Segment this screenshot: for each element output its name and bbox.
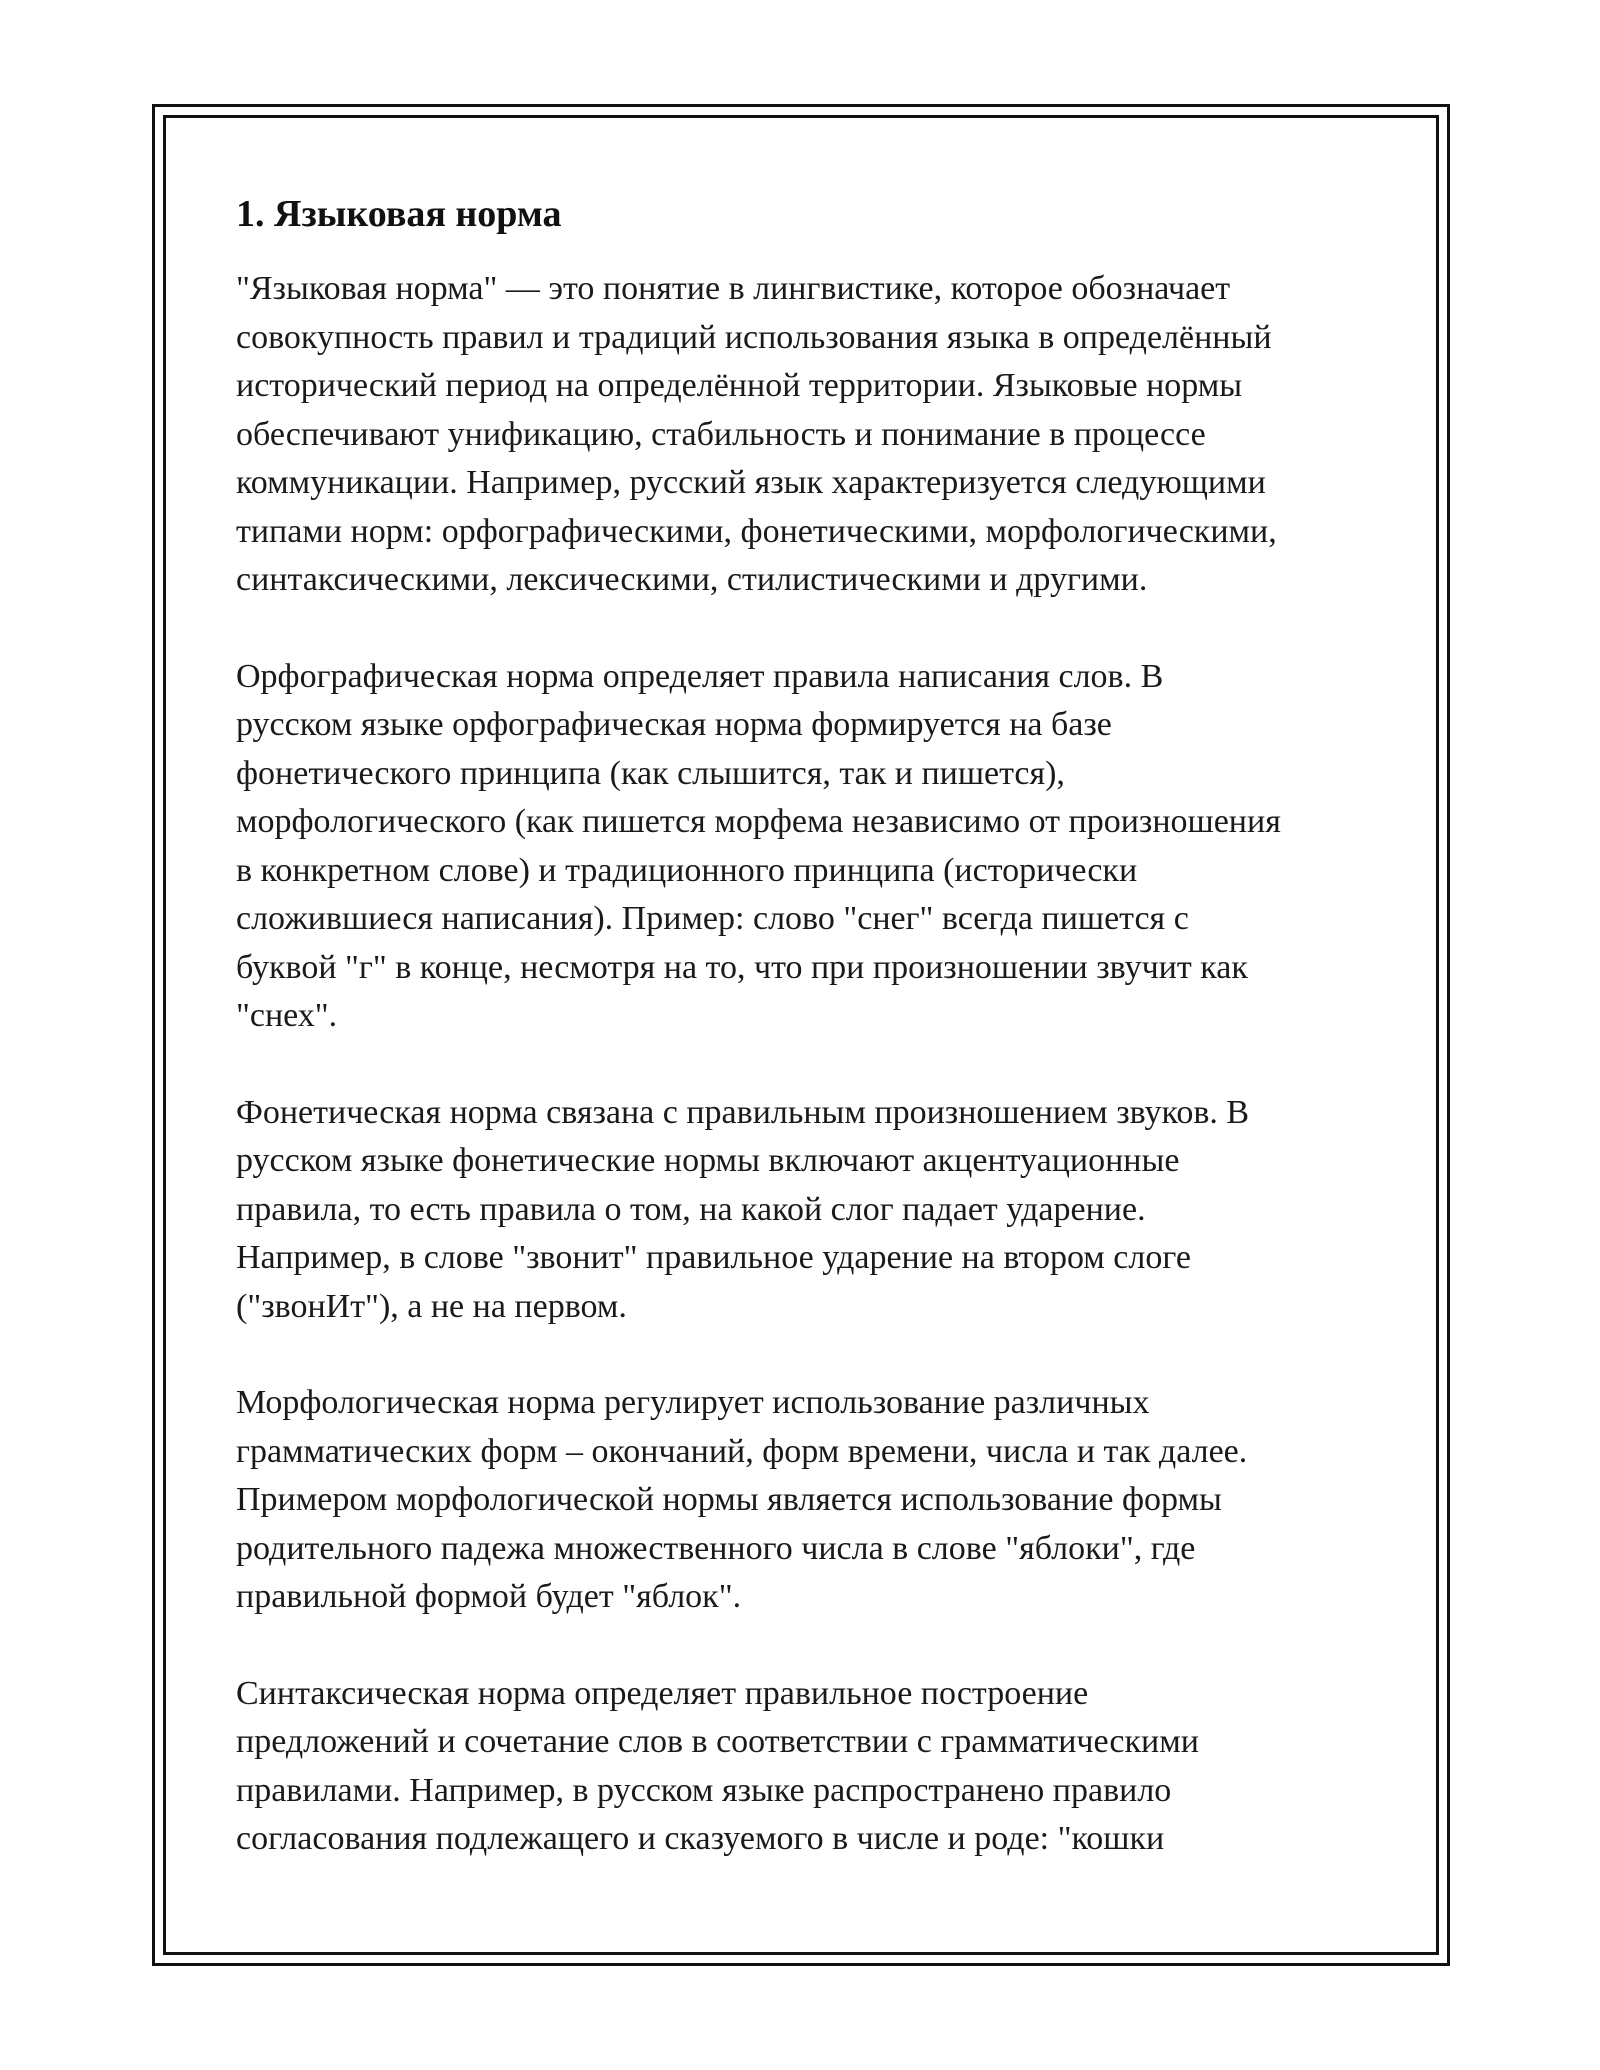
text-line: фонетического принципа (как слышится, так и пишется), bbox=[236, 754, 1065, 792]
text-line: ("звонИт"), а не на первом. bbox=[236, 1287, 627, 1325]
text-line: коммуникации. Например, русский язык характеризуется следующими bbox=[236, 464, 1266, 501]
text-line: предложений и сочетание слов в соответствии с грамматическими bbox=[236, 1723, 1199, 1760]
text-line: грамматических форм – окончаний, форм времени, числа и так далее. bbox=[236, 1432, 1248, 1470]
text-line: Например, в слове "звонит" правильное ударение на втором слоге bbox=[236, 1239, 1191, 1276]
text-line: обеспечивают унификацию, стабильность и понимание в процессе bbox=[236, 415, 1206, 453]
text-line: в конкретном слове) и традиционного принципа (исторически bbox=[236, 851, 1138, 889]
text-line: "снех". bbox=[236, 997, 338, 1034]
text-line: правила, то есть правила о том, на какой слог падает ударение. bbox=[236, 1190, 1146, 1228]
text-line: морфологического (как пишется морфема независимо от произношения bbox=[236, 803, 1281, 840]
text-line: правилами. Например, в русском языке распространено правило bbox=[236, 1771, 1172, 1809]
text-line: Синтаксическая норма определяет правильное построение bbox=[236, 1674, 1089, 1712]
text-line: сложившиеся написания). Пример: слово "снег" всегда пишется с bbox=[236, 900, 1189, 937]
paragraph-morphological-norm bbox=[236, 1379, 1376, 1622]
text-line: родительного падежа множественного числа в слове "яблоки", где bbox=[236, 1529, 1196, 1567]
text-line: русском языке фонетические нормы включают акцентуационные bbox=[236, 1142, 1180, 1179]
paragraph-phonetic-norm bbox=[236, 1089, 1376, 1332]
section-heading: 1. Языковая норма bbox=[236, 193, 562, 235]
text-line: буквой "г" в конце, несмотря на то, что при произношении звучит как bbox=[236, 948, 1248, 986]
text-line: Фонетическая норма связана с правильным произношением звуков. В bbox=[236, 1093, 1250, 1131]
document-content bbox=[236, 188, 1376, 1912]
paragraph-language-norm bbox=[236, 265, 1376, 605]
paragraph-syntactic-norm bbox=[236, 1670, 1376, 1864]
text-line: Примером морфологической нормы является использование формы bbox=[236, 1481, 1222, 1518]
text-line: типами норм: орфографическими, фонетическими, морфологическими, bbox=[236, 512, 1277, 550]
text-line: правильной формой будет "яблок". bbox=[236, 1578, 742, 1615]
text-line: Орфографическая норма определяет правила написания слов. В bbox=[236, 657, 1164, 695]
text-line: согласования подлежащего и сказуемого в числе и роде: "кошки bbox=[236, 1820, 1165, 1857]
text-line: Морфологическая норма регулирует использование различных bbox=[236, 1384, 1150, 1421]
text-line: совокупность правил и традиций использования языка в определённый bbox=[236, 318, 1272, 356]
text-line: "Языковая норма" — это понятие в лингвистике, которое обозначает bbox=[236, 270, 1231, 307]
text-line: синтаксическими, лексическими, стилистическими и другими. bbox=[236, 561, 1148, 598]
paragraph-orthographic-norm bbox=[236, 653, 1376, 1041]
text-line: исторический период на определённой территории. Языковые нормы bbox=[236, 367, 1243, 404]
text-line: русском языке орфографическая норма формируется на базе bbox=[236, 706, 1112, 743]
